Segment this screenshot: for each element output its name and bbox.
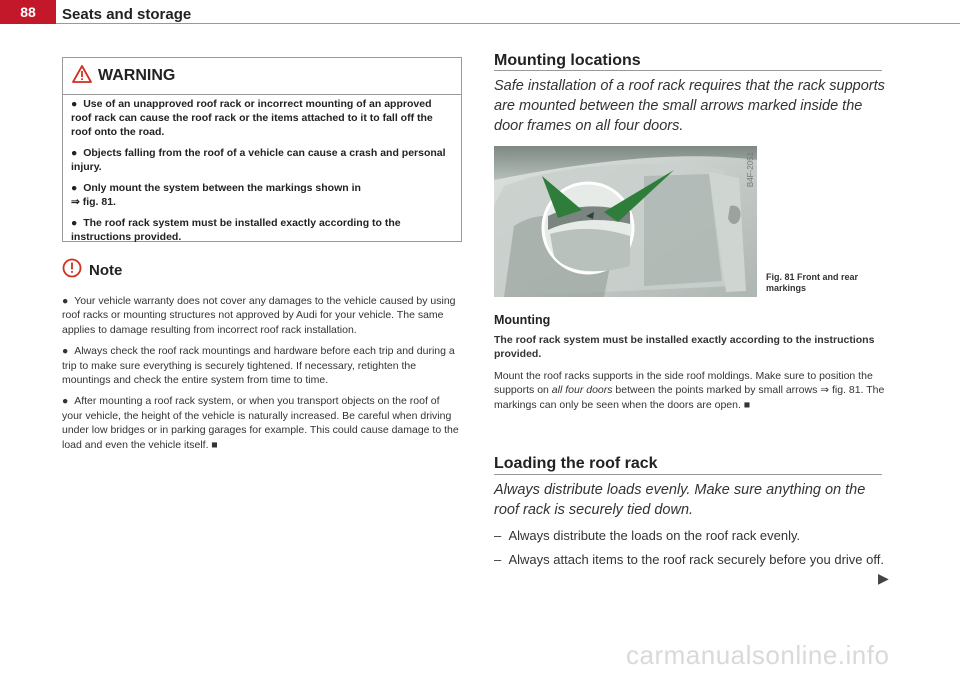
note-item: ● After mounting a roof rack system, or when you transport objects on the roof of your vehicle, the height of the vehicle is naturally increased. Be careful when driving under low bridges or in parking garages for example. This could cause damage to the load and even the vehicle itself. ■ <box>62 395 459 451</box>
watermark: carmanualsonline.info <box>626 640 890 670</box>
loading-step: – Always attach items to the roof rack securely before you drive off. <box>494 552 884 567</box>
note-body <box>62 294 462 459</box>
note-item: ● Always check the roof rack mountings and hardware before each trip and during a trip to make sure everything is securely tightened. If necessary, retighten the mountings and check the entire system from time to time. <box>62 345 455 387</box>
chapter-title: Seats and storage <box>62 6 192 23</box>
warning-item: ● Use of an unapproved roof rack or incorrect mounting of an approved roof rack can cause the roof rack or the items attached to it to fall off the roof onto the road. <box>71 98 433 138</box>
section-rule <box>494 70 882 71</box>
loading-step: – Always distribute the loads on the roof rack evenly. <box>494 528 801 543</box>
car-interior-illustration <box>494 146 757 297</box>
mounting-locations-lead: Safe installation of a roof rack requires that the rack supports are mounted between the small arrows marked inside the door frames on all four doors. <box>494 78 885 134</box>
figure-door-frame-markings <box>494 146 757 297</box>
section-title-loading-roof-rack: Loading the roof rack <box>494 455 658 472</box>
note-circle-icon <box>62 258 82 283</box>
loading-lead: Always distribute loads evenly. Make sure anything on the roof rack is securely tied down. <box>494 482 866 518</box>
section-rule <box>494 474 882 475</box>
section-title-mounting-locations: Mounting locations <box>494 52 641 69</box>
warning-body <box>63 95 461 244</box>
warning-triangle-icon <box>72 65 92 88</box>
warning-title: WARNING <box>98 67 176 84</box>
warning-header <box>63 58 461 95</box>
subsection-title-mounting: Mounting <box>494 313 551 327</box>
figure-caption: Fig. 81 Front and rear markings <box>766 272 859 293</box>
mounting-paragraph: Mount the roof racks supports in the side roof moldings. Make sure to position the supports on all four doors between the points marked by small arrows ⇒ fig. 81. The markings can only be seen when the doors are open. ■ <box>494 370 885 411</box>
header-rule <box>56 23 960 24</box>
note-title: Note <box>89 262 123 279</box>
page-number: 88 <box>0 0 56 24</box>
warning-item: ● Objects falling from the roof of a vehicle can cause a crash and personal injury. <box>71 147 446 173</box>
note-header <box>62 258 122 283</box>
warning-item-ref: ⇒ fig. 81. <box>71 196 116 208</box>
continue-arrow-icon: ▶ <box>878 570 889 586</box>
warning-item: ● The roof rack system must be installed exactly according to the instructions provided. <box>71 217 401 243</box>
mounting-bold-text: The roof rack system must be installed exactly according to the instructions provided. <box>494 334 875 361</box>
figure-code: B4F-2051 <box>746 152 755 188</box>
warning-item: ● Only mount the system between the markings shown in <box>71 182 361 194</box>
note-item: ● Your vehicle warranty does not cover any damages to the vehicle caused by using roof racks or mounting structures not approved by Audi for your vehicle. The same applies to damage resulting from incorrect roof rack installation. <box>62 295 456 336</box>
warning-box <box>62 57 462 242</box>
